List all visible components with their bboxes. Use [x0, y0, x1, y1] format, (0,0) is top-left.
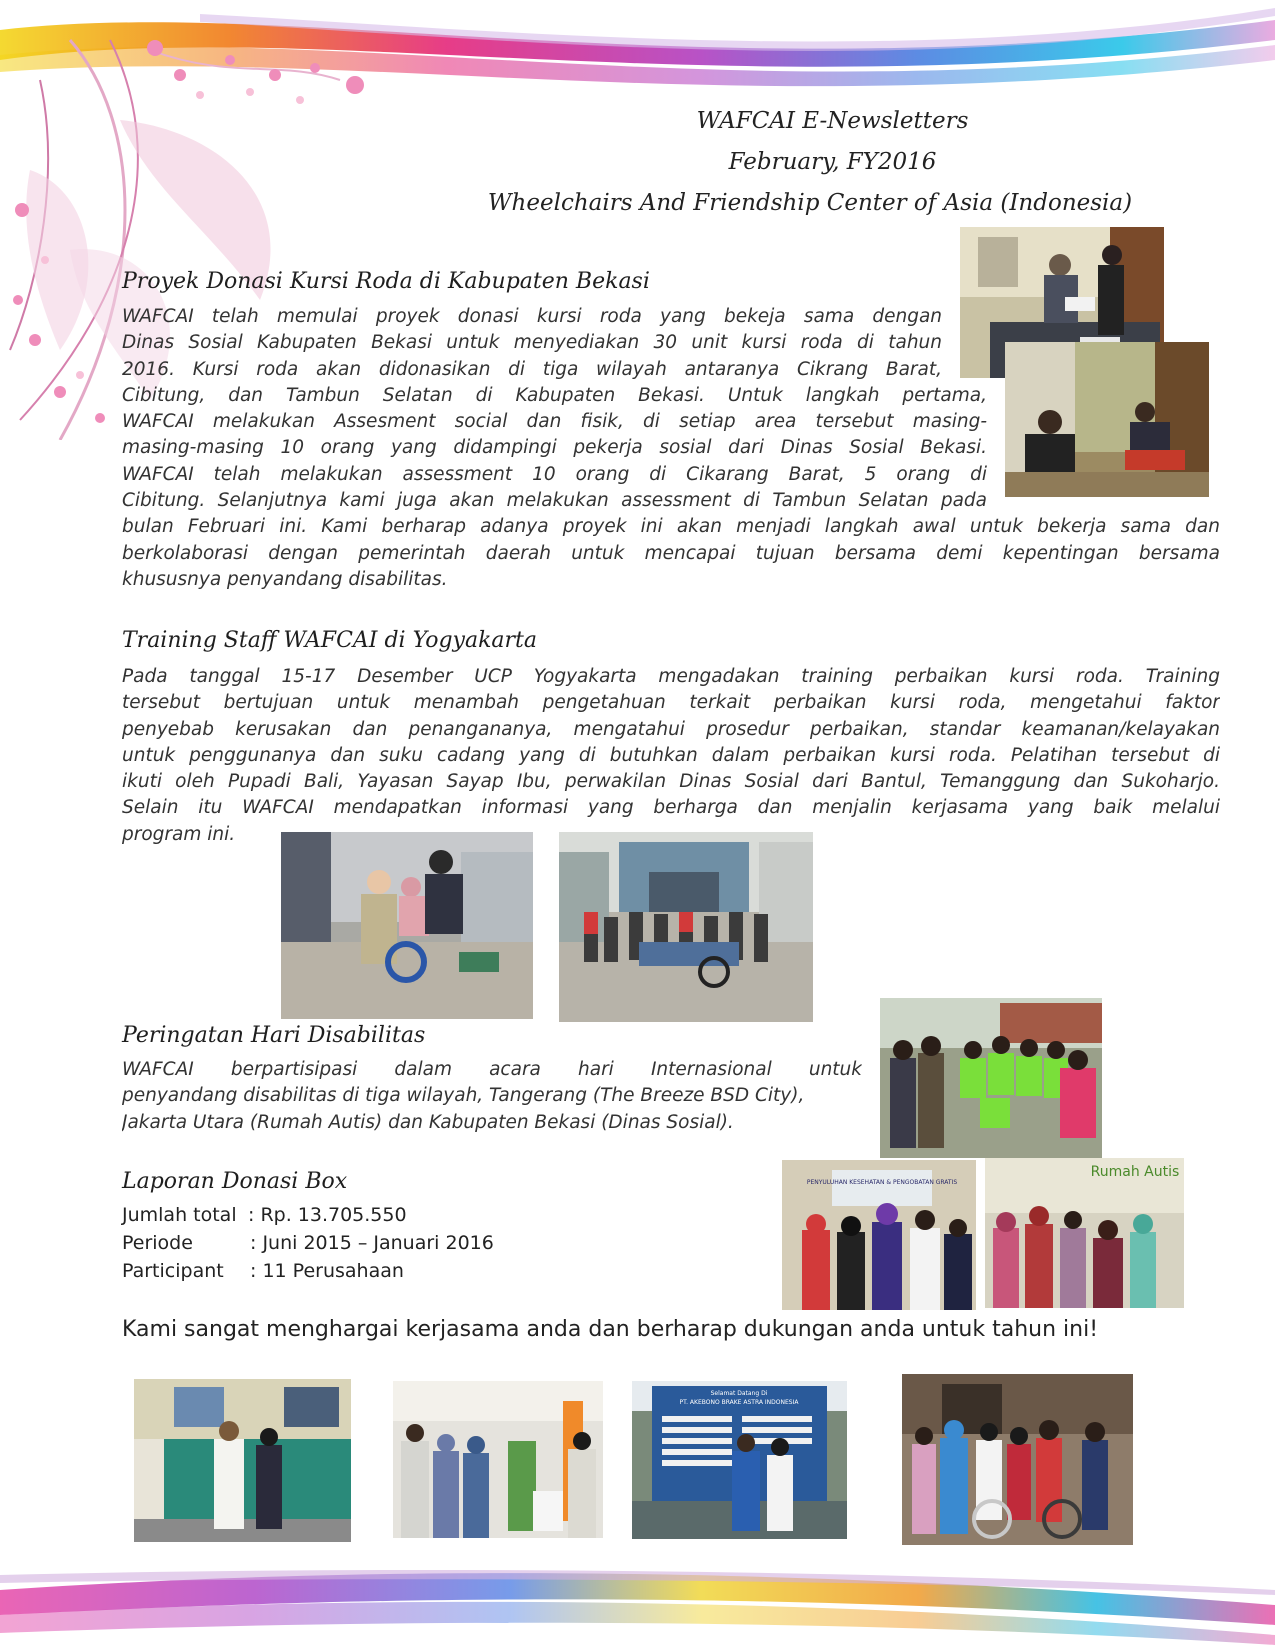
newsletter-header: [420, 101, 1200, 224]
paragraph-line: 2016. Kursi roda akan didonasikan di tiga wilayah antaranya Cikrang Barat,: [122, 358, 942, 380]
bottom-rainbow-swoosh: [0, 1545, 1275, 1650]
paragraph-line: WAFCAI melakukan Assesment social dan fisik, di setiap area tersebut masing-: [122, 411, 987, 433]
report-row-period: [122, 1229, 494, 1257]
paragraph-line: Dinas Sosial Kabupaten Bekasi untuk menyediakan 30 unit kursi roda di tahun: [122, 332, 942, 354]
photo-wheelchair-repair-training: [281, 832, 533, 1019]
astra-sign-greeting: Selamat Datang Di: [710, 1390, 768, 1397]
paragraph-line: Jakarta Utara (Rumah Autis) dan Kabupaten Bekasi (Dinas Sosial).: [122, 1111, 734, 1133]
photo-rumah-autis: [985, 1158, 1184, 1308]
paragraph-line: WAFCAI berpartisipasi dalam acara hari Internasional untuk: [122, 1059, 862, 1080]
paragraph-line: WAFCAI telah melakukan assessment 10 orang di Cikarang Barat, 5 orang di: [122, 463, 987, 485]
paragraph-line: ikuti oleh Pupadi Bali, Yayasan Sayap Ibu, perwakilan Dinas Sosial dari Bantul, Temanggung dan Sukoharjo.: [122, 771, 1220, 793]
closing-message: Kami sangat menghargai kerjasama anda dan berharap dukungan anda untuk tahun ini!: [122, 1317, 1099, 1342]
section-body-disabilitas: [122, 1057, 862, 1136]
section-title-training: Training Staff WAFCAI di Yogyakarta: [122, 628, 537, 653]
paragraph-line: program ini.: [122, 823, 236, 845]
photo-training-group: [559, 832, 813, 1022]
report-value: : Juni 2015 – Januari 2016: [250, 1232, 494, 1254]
newsletter-date: February, FY2016: [728, 149, 937, 175]
photo-wheelchair-assessment: [1005, 342, 1209, 497]
paragraph-line: Cibitung, dan Tambun Selatan di Kabupaten Bekasi. Untuk langkah pertama,: [122, 384, 987, 406]
photo-astra-handover: [632, 1381, 847, 1539]
photo-exhibition-booth: [393, 1381, 603, 1538]
organization-name: Wheelchairs And Friendship Center of Asia (Indonesia): [487, 190, 1133, 216]
section-body-training: [122, 664, 1220, 848]
section-title-bekasi: Proyek Donasi Kursi Roda di Kabupaten Bekasi: [122, 269, 650, 294]
paragraph-line: masing-masing 10 orang yang didampingi pekerja sosial dari Dinas Sosial Bekasi.: [122, 437, 987, 459]
photo-disability-day-group: [880, 998, 1102, 1158]
report-value: : 11 Perusahaan: [250, 1260, 404, 1282]
photo-school-handover: [134, 1379, 351, 1542]
paragraph-line: WAFCAI telah memulai proyek donasi kursi roda yang bekeja sama dengan: [122, 306, 942, 327]
photo-wheelchair-recipients: [902, 1374, 1133, 1545]
paragraph-line: Selain itu WAFCAI mendapatkan informasi yang berharga dan menjalin kerjasama yang baik melalui: [122, 797, 1220, 819]
paragraph-line: Cibitung. Selanjutnya kami juga akan melakukan assessment di Tambun Selatan pada: [122, 490, 987, 512]
report-label: Participant: [122, 1260, 224, 1282]
seminar-banner-text: PENYULUHAN KESEHATAN & PENGOBATAN GRATIS: [806, 1179, 958, 1186]
paragraph-line: Pada tanggal 15-17 Desember UCP Yogyakarta mengadakan training perbaikan kursi roda. Training: [122, 666, 1220, 687]
report-row-total: [122, 1201, 494, 1229]
paragraph-line: berkolaborasi dengan pemerintah daerah untuk mencapai tujuan bersama demi kepentingan bersama: [122, 542, 1220, 564]
astra-sign-company: PT. AKEBONO BRAKE ASTRA INDONESIA: [679, 1399, 799, 1406]
section-title-disabilitas: Peringatan Hari Disabilitas: [122, 1023, 426, 1048]
paragraph-line: untuk penggunanya dan suku cadang yang di butuhkan dalam perbaikan kursi roda. Pelatihan tersebut di: [122, 744, 1220, 766]
newsletter-title: WAFCAI E-Newsletters: [696, 108, 969, 134]
report-value: : Rp. 13.705.550: [248, 1204, 407, 1226]
paragraph-line: penyandang disabilitas di tiga wilayah, Tangerang (The Breeze BSD City),: [122, 1085, 805, 1107]
section-title-donasi-box: Laporan Donasi Box: [122, 1169, 348, 1194]
report-label: Jumlah total: [122, 1204, 237, 1226]
paragraph-line: tersebut bertujuan untuk menambah pengetahuan terkait perbaikan kursi roda, mengetahui faktor: [122, 692, 1220, 714]
report-row-participant: [122, 1257, 494, 1285]
donation-box-report: [122, 1201, 494, 1285]
report-label: Periode: [122, 1232, 193, 1254]
paragraph-line: bulan Februari ini. Kami berharap adanya proyek ini akan menjadi langkah awal untuk bekerja sama dan: [122, 516, 1220, 538]
photo-health-seminar: [782, 1160, 976, 1310]
rumah-autis-sign: Rumah Autis: [1090, 1164, 1180, 1180]
paragraph-line: khususnya penyandang disabilitas.: [122, 568, 448, 590]
paragraph-line: penyebab kerusakan dan penangananya, mengatahui prosedur perbaikan, standar keamanan/kelayakan: [122, 718, 1220, 740]
